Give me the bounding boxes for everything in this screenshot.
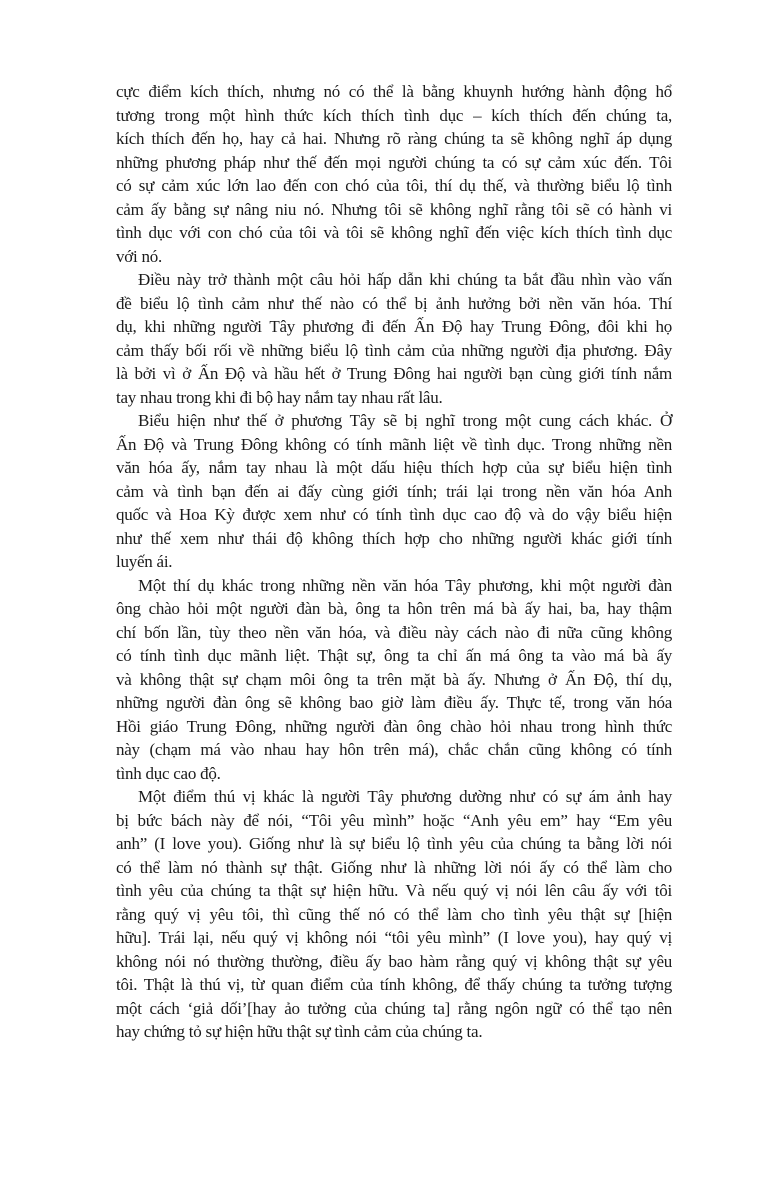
text-line: tình dục với con chó của tôi và tôi sẽ không nghĩ đến việc kích thích tình dục bbox=[116, 223, 672, 242]
paragraph bbox=[116, 80, 672, 268]
paragraph bbox=[116, 574, 672, 786]
text-line: quốc và Hoa Kỳ được xem như có tính tình dục cao độ và do vậy biểu hiện bbox=[116, 505, 672, 524]
text-line: văn hóa ấy, nắm tay nhau là một dấu hiệu thích hợp của sự biểu hiện tình bbox=[116, 458, 672, 477]
text-line: ông chào hỏi một người đàn bà, ông ta hôn trên má bà ấy hai, ba, hay thậm bbox=[116, 599, 672, 618]
text-line: cực điểm kích thích, nhưng nó có thể là bằng khuynh hướng hành động hổ bbox=[116, 82, 672, 101]
text-line: tôi. Thật là thú vị, từ quan điểm của tính không, để thấy chúng ta tưởng tượng bbox=[116, 975, 672, 994]
text-line: Biểu hiện như thế ở phương Tây sẽ bị nghĩ trong một cung cách khác. Ở bbox=[138, 411, 672, 430]
text-line: Hồi giáo Trung Đông, những người đàn ông chào hỏi nhau trong hình thức bbox=[116, 716, 672, 736]
text-line: Một điểm thú vị khác là người Tây phương dường như có sự ám ảnh hay bbox=[138, 787, 672, 806]
text-line: những phương pháp như thế đến mọi người chúng ta có sự cảm xúc đến. Tôi bbox=[116, 152, 672, 172]
text-line: luyến ái. bbox=[116, 552, 173, 571]
text-line: có sự cảm xúc lớn lao đến con chó của tôi, thí dụ thế, và thường biểu lộ tình bbox=[116, 176, 672, 195]
text-line: có tính tình dục mãnh liệt. Thật sự, ông ta chỉ ấn má ông ta vào má bà ấy bbox=[116, 646, 672, 665]
text-line: bị bức bách này để nói, “Tôi yêu mình” hoặc “Anh yêu em” hay “Em yêu bbox=[116, 810, 672, 830]
text-line: dụ, khi những người Tây phương đi đến Ấn Độ hay Trung Đông, đôi khi họ bbox=[116, 317, 672, 336]
text-line: tương trong một hình thức kích thích tình dục – kích thích đến chúng ta, bbox=[116, 105, 672, 125]
paragraph bbox=[116, 268, 672, 409]
text-line: cảm ấy bằng sự nâng niu nó. Nhưng tôi sẽ không nghĩ rằng tôi sẽ có hành vi bbox=[116, 199, 672, 219]
text-line: như thế xem như thái độ không thích hợp cho những người khác giới tính bbox=[116, 528, 672, 548]
text-line: có thể làm nó thành sự thật. Giống như là những lời nói ấy có thể làm cho bbox=[116, 857, 672, 877]
text-line: không nói nó thường thường, điều ấy bao hàm rằng quý vị không thật sự yêu bbox=[116, 951, 672, 971]
text-line: một cách ‘giả dối’[hay ảo tưởng của chúng ta] rằng ngôn ngữ có thể tạo nên bbox=[116, 998, 672, 1018]
text-line: này (chạm má vào nhau hay hôn trên má), chắc chắn cũng không có tính bbox=[116, 740, 672, 759]
text-line: là bởi vì ở Ấn Độ và hầu hết ở Trung Đông hai người bạn cùng giới tính nắm bbox=[116, 364, 672, 383]
text-column bbox=[116, 80, 672, 1044]
text-line: kích thích đến họ, hay cả hai. Nhưng rõ ràng chúng ta sẽ không nghĩ áp dụng bbox=[116, 129, 672, 148]
paragraph bbox=[116, 409, 672, 574]
paragraph bbox=[116, 785, 672, 1044]
text-line: rằng quý vị yêu tôi, thì cũng thế nó có thể làm cho tình yêu thật sự [hiện bbox=[116, 904, 672, 924]
text-line: tình yêu của chúng ta thật sự hiện hữu. Và nếu quý vị nói lên câu ấy với tôi bbox=[116, 881, 672, 900]
text-line: cảm thấy bối rối về những biểu lộ tình cảm của những người địa phương. Đây bbox=[116, 340, 672, 360]
text-line: chí bốn lần, tùy theo nền văn hóa, và điều này cách nào đi nữa cũng không bbox=[116, 622, 672, 642]
text-line: những người đàn ông sẽ không bao giờ làm điều ấy. Thực tế, trong văn hóa bbox=[116, 693, 672, 712]
text-line: Điều này trở thành một câu hỏi hấp dẫn khi chúng ta bắt đầu nhìn vào vấn bbox=[138, 270, 672, 289]
text-line: đề biểu lộ tình cảm như thế nào có thể bị ảnh hưởng bởi nền văn hóa. Thí bbox=[116, 293, 672, 313]
text-line: Ấn Độ và Trung Đông không có tính mãnh liệt về tình dục. Trong những nền bbox=[116, 434, 672, 454]
text-line: cảm và tình bạn đến ai đấy cùng giới tính; trái lại trong nền văn hóa Anh bbox=[116, 481, 672, 501]
text-line: tình dục cao độ. bbox=[116, 763, 221, 783]
text-line: và không thật sự chạm môi ông ta trên mặt bà ấy. Nhưng ở Ấn Độ, thí dụ, bbox=[116, 669, 672, 689]
text-line: với nó. bbox=[116, 246, 162, 266]
text-line: Một thí dụ khác trong những nền văn hóa Tây phương, khi một người đàn bbox=[138, 575, 672, 595]
text-line: tay nhau trong khi đi bộ hay nắm tay nhau rất lâu. bbox=[116, 387, 443, 407]
text-line: hữu]. Trái lại, nếu quý vị không nói “tôi yêu mình” (I love you), hay quý vị bbox=[116, 928, 672, 947]
text-line: anh” (I love you). Giống như là sự biểu lộ tình yêu của chúng ta bằng lời nói bbox=[116, 834, 672, 853]
text-line: hay chứng tỏ sự hiện hữu thật sự tình cảm của chúng ta. bbox=[116, 1022, 483, 1041]
